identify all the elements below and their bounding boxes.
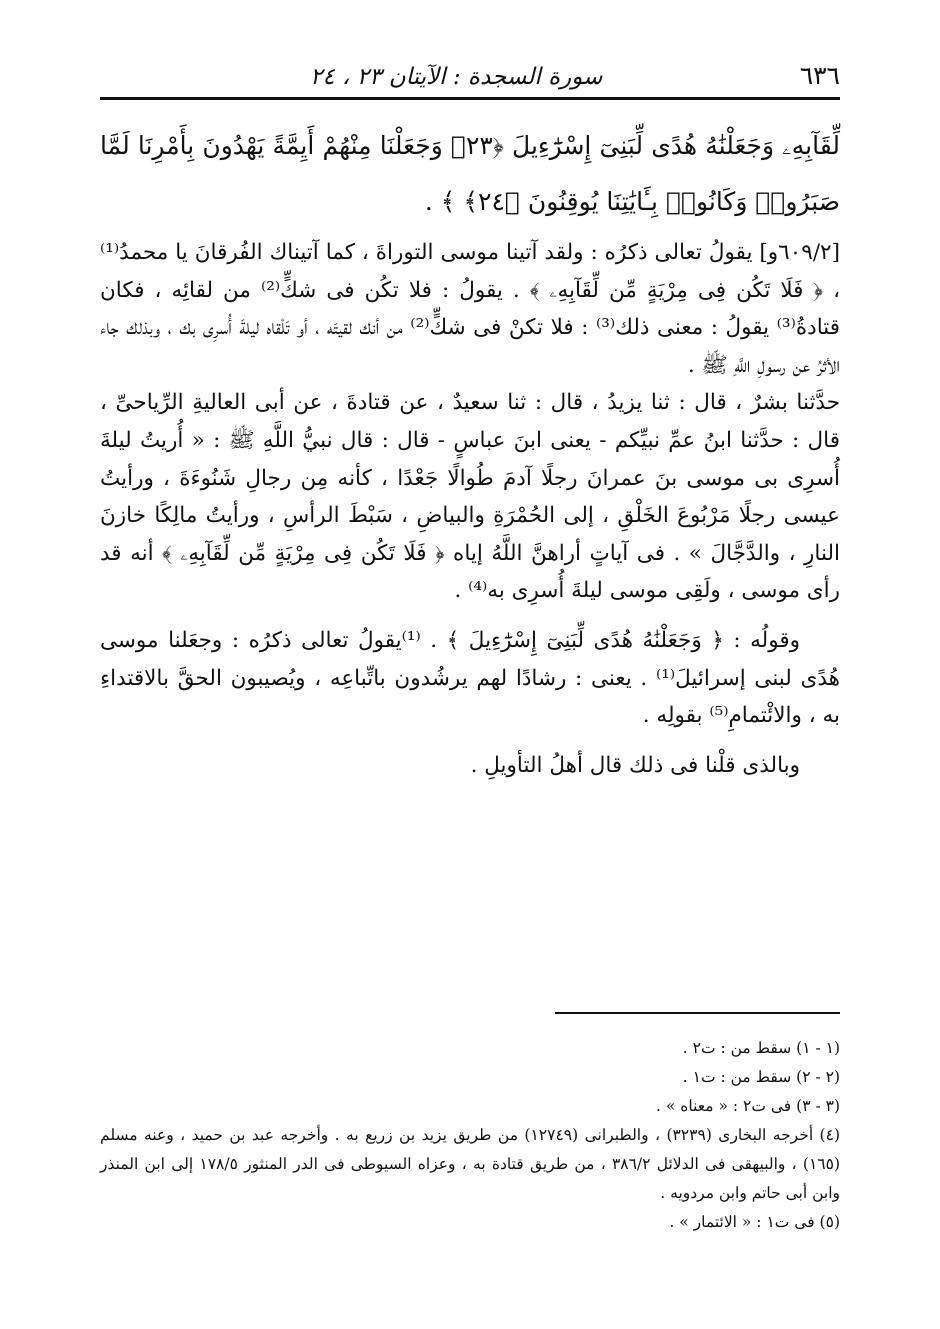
commentary-paragraph-1: [٦٠٩/٢و] يقولُ تعالى ذكرُه : ولقد آتينا موسى التوراةَ ، كما آتيناك الفُرقانَ يا محمدُ⁽¹⁾ ، ﴿ فَلَا تَكُن فِى مِرْيَةٍ مِّن لِّقَآبِهِۦ ﴾ . يقولُ : فلا تكُن فى شكٍّ⁽²⁾ من لقائِه ، فكان قتادةُ⁽³⁾ يقولُ : معنى ذلك⁽³⁾ : فلا تكنْ فى شكٍّ⁽²⁾ من أنك لقيتَه ، أو تَلْقاه ليلةَ أُسرِى بك ، وبذلك جاء الأثرُ عن رسولِ اللَّهِ ﷺ . xyxy=(100,240,841,378)
footnote-3: (٣ - ٣) فى ت٢ : « معناه » . xyxy=(655,1097,840,1115)
page-header xyxy=(100,44,840,90)
footnote-5: (٥) فى ت١ : « الائتمار » . xyxy=(669,1213,840,1231)
footnotes xyxy=(100,1034,840,1237)
commentary-paragraph-4: وبالذى قلْنا فى ذلك قال أهلُ التأويلِ . xyxy=(470,752,800,778)
commentary-body xyxy=(100,234,840,796)
footnote-divider xyxy=(555,1012,840,1014)
quran-verse: لِّقَآبِهِۦ وَجَعَلْنَٰهُ هُدًى لِّبَنِىٓ إِسْرَٰٓءِيلَ ﴿٢٣﴾ وَجَعَلْنَا مِنْهُمْ أَيِمَّةً يَهْدُونَ بِأَمْرِنَا لَمَّا صَبَرُوا۟ وَكَانُوا۟ بِـَٔايَٰتِنَا يُوقِنُونَ ﴿٢٤﴾ ﴾ . xyxy=(100,131,840,216)
commentary-paragraph-3: وقولُه : ﴿ وَجَعَلْنَٰهُ هُدًى لِّبَنِىٓ إِسْرَٰٓءِيلَ ﴾ . ⁽¹⁾يقولُ تعالى ذكرُه : وجعَلنا موسى هُدًى لبنى إسرائيلَ⁽¹⁾ . يعنى : رشادًا لهم يرشُدون باتِّباعِه ، ويُصيبون الحقَّ بالاقتداءِ به ، والائْتمامِ⁽⁵⁾ بقولِه . xyxy=(100,627,840,729)
page-number: ٦٣٦ xyxy=(799,61,840,90)
header-divider xyxy=(100,97,840,100)
footnote-2: (٢ - ٢) سقط من : ت١ . xyxy=(682,1068,840,1086)
commentary-paragraph-2: حدَّثنا بشرٌ ، قال : ثنا يزيدُ ، قال : ثنا سعيدٌ ، عن قتادةَ ، عن أبى العاليةِ الرِّياحىِّ ، قال : حدَّثنا ابنُ عمِّ نبيِّكم - يعنى ابنَ عباسٍ - قال : قال نبيُّ اللَّهِ ﷺ : « أُريتُ ليلةَ أُسرِى بى موسى بنَ عمرانَ رجلًا آدمَ طُوالًا جَعْدًا ، كأنه مِن رجالِ شَنُوءَةَ ، ورأيتُ عيسى رجلًا مَرْبُوعَ الخَلْقِ ، إلى الحُمْرَةِ والبياضِ ، سَبْطَ الرأسِ ، ورأيتُ مالِكًا خازنَ النارِ ، والدَّجَّالَ » . فى آياتٍ أراهنَّ اللَّهُ إياه ﴿ فَلَا تَكُن فِى مِرْيَةٍ مِّن لِّقَآبِهِۦ ﴾ أنه قد رأى موسى ، ولَقِى موسى ليلةَ أُسرِى به⁽⁴⁾ . xyxy=(100,390,840,604)
running-title: سورة السجدة : الآيتان ٢٣ ، ٢٤ xyxy=(310,64,603,90)
footnote-1: (١ - ١) سقط من : ت٢ . xyxy=(682,1039,840,1057)
footnote-4: (٤) أخرجه البخارى (٣٢٣٩) ، والطبرانى (١٢٧٤٩) من طريق يزيد بن زريع به . وأخرجه عبد بن حميد ، وعنه مسلم (١٦٥) ، والبيهقى فى الدلائل ٣٨٦/٢ ، من طريق قتادة به ، وعزاه السيوطى فى الدر المنثور ١٧٨/٥ إلى ابن المنذر وابن أبى حاتم وابن مردويه . xyxy=(100,1126,840,1202)
